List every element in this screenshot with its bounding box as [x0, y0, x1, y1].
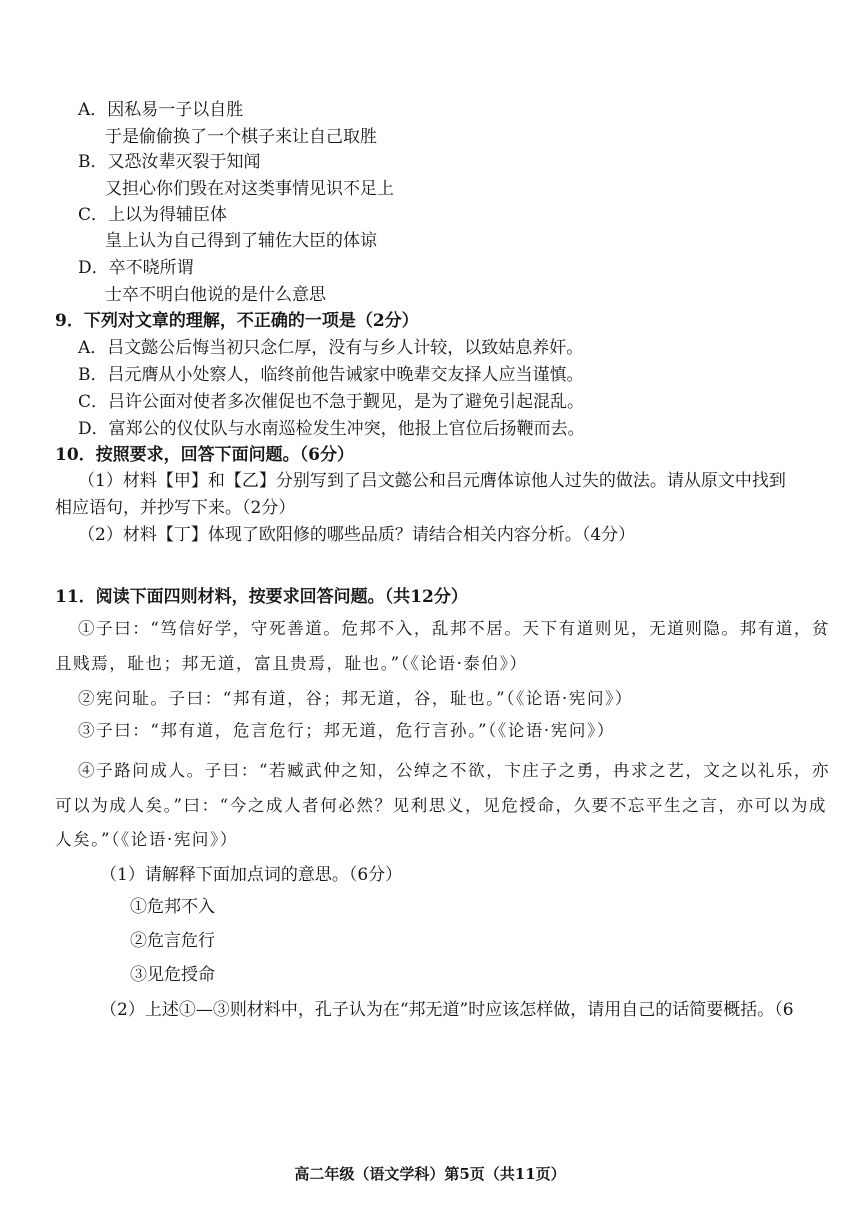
q8-option-c-phrase: C．上以为得辅臣体 — [78, 205, 228, 225]
q11-material-1-line1: ①子曰：“笃信好学，守死善道。危邦不入，乱邦不居。天下有道则见，无道则隐。邦有道，贫 — [78, 619, 831, 638]
q9-option-d: D．富郑公的仪仗队与水南巡检发生冲突，他报上官位后扬鞭而去。 — [78, 419, 585, 439]
q10-stem: 10．按照要求，回答下面问题。（6分） — [55, 445, 354, 465]
q10-sub1-line2: 相应语句，并抄写下来。（2分） — [55, 498, 296, 518]
q8-option-c-translation: 皇上认为自己得到了辅佐大臣的体谅 — [105, 231, 377, 251]
q8-option-a-translation: 于是偷偷换了一个棋子来让自己取胜 — [105, 127, 377, 147]
q9-stem: 9．下列对文章的理解，不正确的一项是（2分） — [55, 311, 419, 331]
q11-material-4-line2: 可以为成人矣。”曰：“今之成人者何必然？见利思义，见危授命，久要不忘平生之言，亦可以为成 — [55, 796, 828, 815]
q9-option-b: B．吕元膺从小处察人，临终前他告诫家中晚辈交友择人应当谨慎。 — [78, 365, 584, 385]
q11-material-2: ②宪问耻。子曰：“邦有道，谷；邦无道，谷，耻也。”（《论语·宪问》） — [78, 689, 634, 708]
q11-stem: 11．阅读下面四则材料，按要求回答问题。（共12分） — [55, 587, 468, 607]
q11-material-4-line1: ④子路问成人。子曰：“若臧武仲之知，公绰之不欲，卞庄子之勇，冉求之艺，文之以礼乐，亦 — [78, 761, 831, 780]
q8-option-d-phrase: D．卒不晓所谓 — [78, 258, 194, 278]
q8-option-a-phrase: A．因私易一子以自胜 — [78, 100, 244, 120]
q11-term-3: ③见危授命 — [130, 965, 215, 985]
q11-material-1-line2: 且贱焉，耻也；邦无道，富且贵焉，耻也。”（《论语·泰伯》） — [55, 654, 528, 673]
q11-material-3: ③子曰：“邦有道，危言危行；邦无道，危行言孙。”（《论语·宪问》） — [78, 721, 615, 740]
q11-material-4-line3: 人矣。”（《论语·宪问》） — [55, 830, 238, 849]
q9-option-c: C．吕许公面对使者多次催促也不急于觐见，是为了避免引起混乱。 — [78, 392, 585, 412]
q11-sub1: （1）请解释下面加点词的意思。（6分） — [100, 865, 403, 885]
q8-option-b-translation: 又担心你们毁在对这类事情见识不足上 — [105, 179, 394, 199]
page-footer: 高二年级（语文学科）第5页（共11页） — [294, 1165, 566, 1183]
q11-term-2: ②危言危行 — [130, 931, 215, 951]
q10-sub1-line1: （1）材料【甲】和【乙】分别写到了吕文懿公和吕元膺体谅他人过失的做法。请从原文中找到 — [78, 471, 786, 491]
q9-option-a: A．吕文懿公后悔当初只念仁厚，没有与乡人计较，以致姑息养奸。 — [78, 338, 584, 358]
q10-sub2: （2）材料【丁】体现了欧阳修的哪些品质？请结合相关内容分析。（4分） — [78, 525, 636, 545]
q8-option-d-translation: 士卒不明白他说的是什么意思 — [105, 285, 326, 305]
q11-term-1: ①危邦不入 — [130, 897, 215, 917]
q11-sub2: （2）上述①—③则材料中，孔子认为在“邦无道”时应该怎样做，请用自己的话简要概括。（6 — [100, 1000, 794, 1020]
q8-option-b-phrase: B．又恐汝辈灭裂于知闻 — [78, 152, 261, 172]
